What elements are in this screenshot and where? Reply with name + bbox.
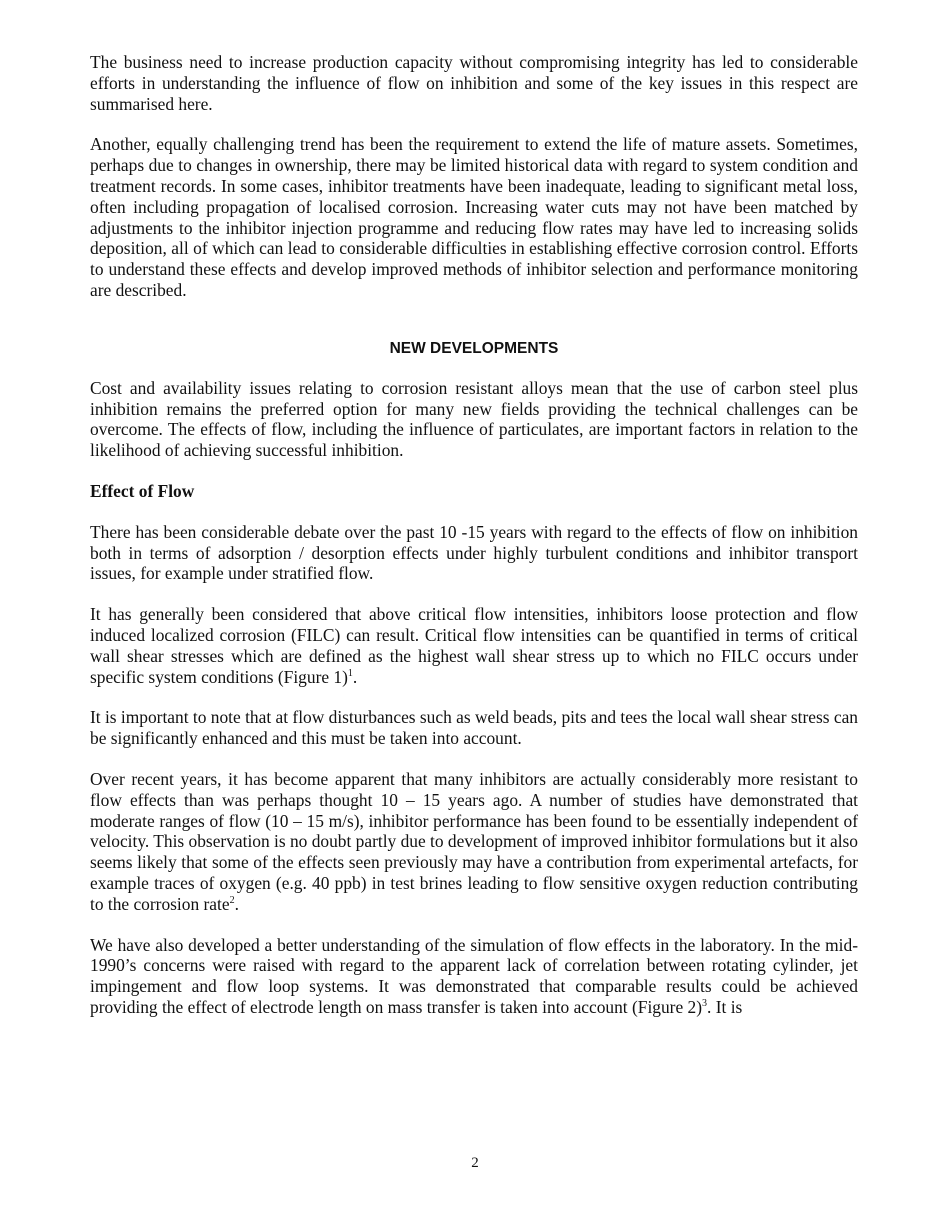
flow-paragraph-3: It is important to note that at flow disturbances such as weld beads, pits and tees the local wall shear stress can be significantly enhanced and this must be taken into account. — [90, 707, 858, 749]
document-body — [90, 52, 858, 1038]
flow-paragraph-2-tail: . — [352, 666, 358, 687]
flow-paragraph-4-text: Over recent years, it has become apparent that many inhibitors are actually considerably more resistant to flow effects than was perhaps thought 10 – 15 years ago. A number of studies have demonstrated that moderate ranges of flow (10 – 15 m/s), inhibitor performance has been found to be essentially independent of velocity. This observation is no doubt partly due to development of improved inhibitor formulations but it also seems likely that some of the effects seen previously may have a contribution from experimental artefacts, for example traces of oxygen (e.g. 40 ppb) in test brines leading to flow sensitive oxygen reduction contributing to the corrosion rate — [90, 768, 858, 914]
page-number: 2 — [471, 1155, 479, 1171]
flow-paragraph-4-tail: . — [234, 893, 239, 914]
subheading-effect-of-flow: Effect of Flow — [90, 480, 195, 501]
flow-paragraph-1: There has been considerable debate over the past 10 -15 years with regard to the effects of flow on inhibition both in terms of adsorption / desorption effects under highly turbulent conditions and inhibitor transport issues, for example under stratified flow. — [90, 521, 858, 584]
flow-paragraph-2-text: It has generally been considered that above critical flow intensities, inhibitors loose protection and flow induced localized corrosion (FILC) can result. Critical flow intensities can be quantified in terms of critical wall shear stresses which are defined as the highest wall shear stress up to which no FILC occurs under specific system conditions (Figure 1) — [90, 604, 858, 687]
flow-paragraph-5-tail: . It is — [707, 996, 743, 1017]
reference-3: 3 — [702, 998, 708, 1010]
flow-paragraph-5-text: We have also developed a better understanding of the simulation of flow effects in the laboratory. In the mid-1990’s concerns were raised with regard to the apparent lack of correlation between rotating cylinder, jet impingement and flow loop systems. It was demonstrated that comparable results could be achieved providing the effect of electrode length on mass transfer is taken into account (Figure 2) — [90, 934, 858, 1017]
reference-1: 1 — [347, 667, 353, 679]
new-developments-paragraph: Cost and availability issues relating to corrosion resistant alloys mean that the use of carbon steel plus inhibition remains the preferred option for many new fields providing the technical challenges can be overcome. The effects of flow, including the influence of particulates, are important factors in relation to the likelihood of achieving successful inhibition. — [90, 377, 858, 461]
flow-paragraph-5 — [90, 935, 858, 1018]
flow-paragraph-2 — [90, 604, 858, 687]
intro-paragraph-1: The business need to increase production capacity without compromising integrity has led to considerable efforts in understanding the influence of flow on inhibition and some of the key issues in this respect are summarised here. — [90, 52, 858, 114]
intro-paragraph-2: Another, equally challenging trend has been the requirement to extend the life of mature assets. Sometimes, perhaps due to changes in ownership, there may be limited historical data with regard to system condition and treatment records. In some cases, inhibitor treatments have been inadequate, leading to significant metal loss, often including propagation of localised corrosion. Increasing water cuts may not have been matched by adjustments to the inhibitor injection programme and reducing flow rates may have led to increasing solids deposition, all of which can lead to considerable difficulties in establishing effective corrosion control. Efforts to understand these effects and develop improved methods of inhibitor selection and performance monitoring are described. — [90, 134, 858, 300]
section-heading: NEW DEVELOPMENTS — [389, 339, 559, 357]
reference-2: 2 — [229, 894, 235, 906]
flow-paragraph-4 — [90, 769, 858, 915]
